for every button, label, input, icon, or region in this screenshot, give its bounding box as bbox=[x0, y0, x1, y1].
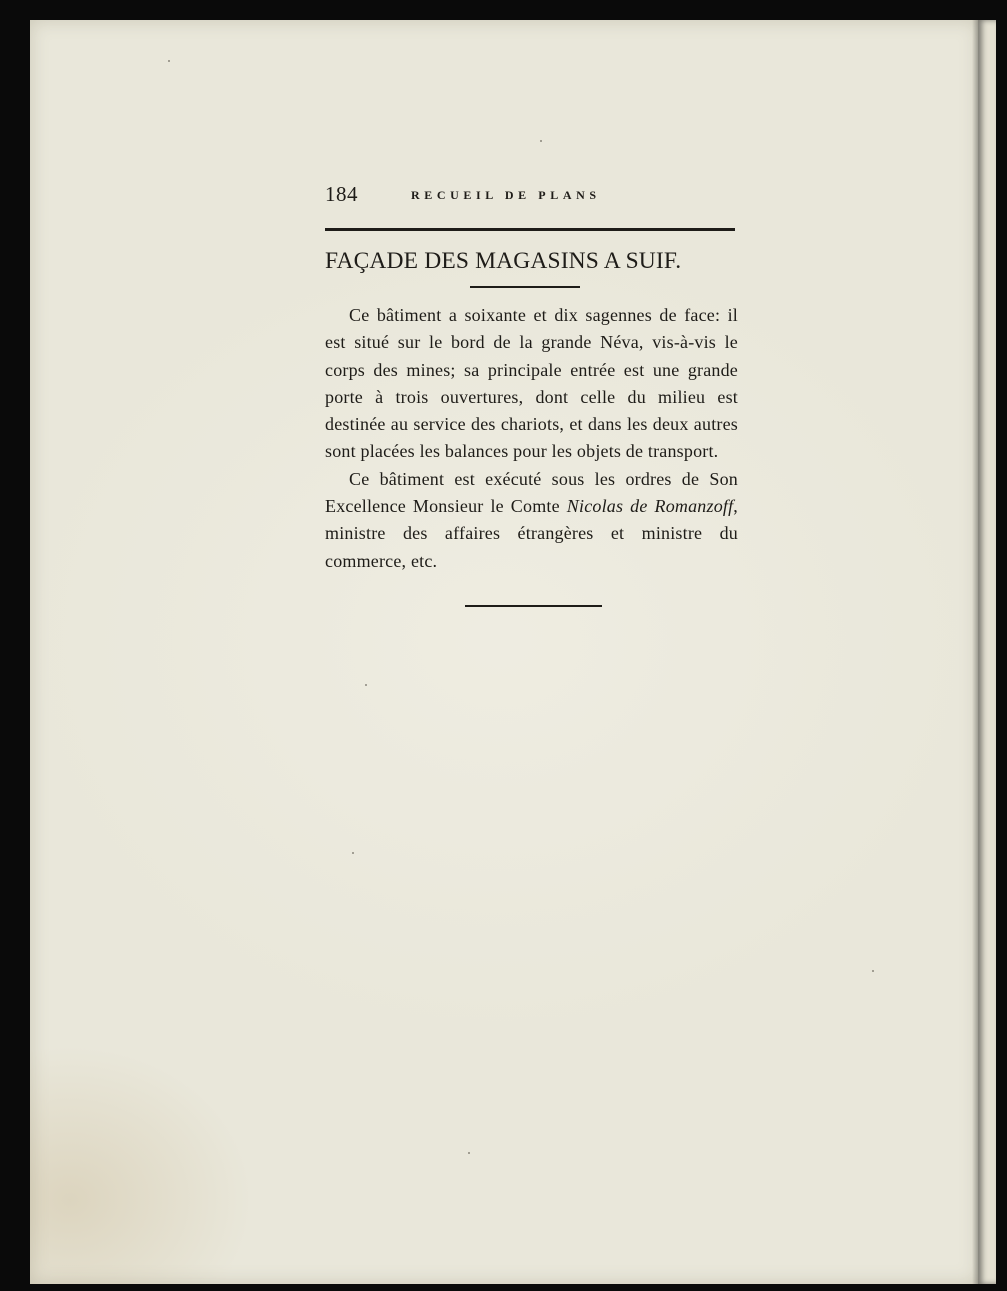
text-block bbox=[325, 182, 738, 607]
section-heading: FAÇADE DES MAGASINS A SUIF. bbox=[325, 248, 682, 274]
paper-speck bbox=[168, 60, 170, 62]
paragraph-2 bbox=[325, 466, 738, 575]
adjacent-page-edge bbox=[978, 20, 996, 1284]
paper-speck bbox=[365, 684, 367, 686]
paper-speck bbox=[352, 852, 354, 854]
person-name: Nicolas de Romanzoff bbox=[566, 496, 734, 517]
running-title: RECUEIL DE PLANS bbox=[411, 188, 601, 202]
paragraph-1: Ce bâtiment a soixante et dix sagennes de face: il est situé sur le bord de la grande Néva, vis-à-vis le corps des mines; sa principale entrée est une grande porte à trois ouvertures, dont celle du milieu est destinée au service des chariots, et dans les deux autres sont placées les balances pour les objets de transport. bbox=[325, 305, 738, 462]
paragraph-2-text: Ce bâtiment est exécuté sous les ordres de Son Excellence Monsieur le Comte bbox=[325, 468, 738, 517]
paper-speck bbox=[540, 140, 542, 142]
page-number: 184 bbox=[325, 182, 358, 206]
paper-speck bbox=[468, 1152, 470, 1154]
paragraph-2-text-end: , ministre des affaires étrangères et ministre du commerce, etc. bbox=[325, 496, 738, 571]
header-rule bbox=[325, 228, 735, 231]
heading-rule bbox=[470, 286, 580, 288]
running-head bbox=[325, 182, 738, 210]
paper-speck bbox=[872, 970, 874, 972]
end-rule bbox=[465, 605, 602, 607]
